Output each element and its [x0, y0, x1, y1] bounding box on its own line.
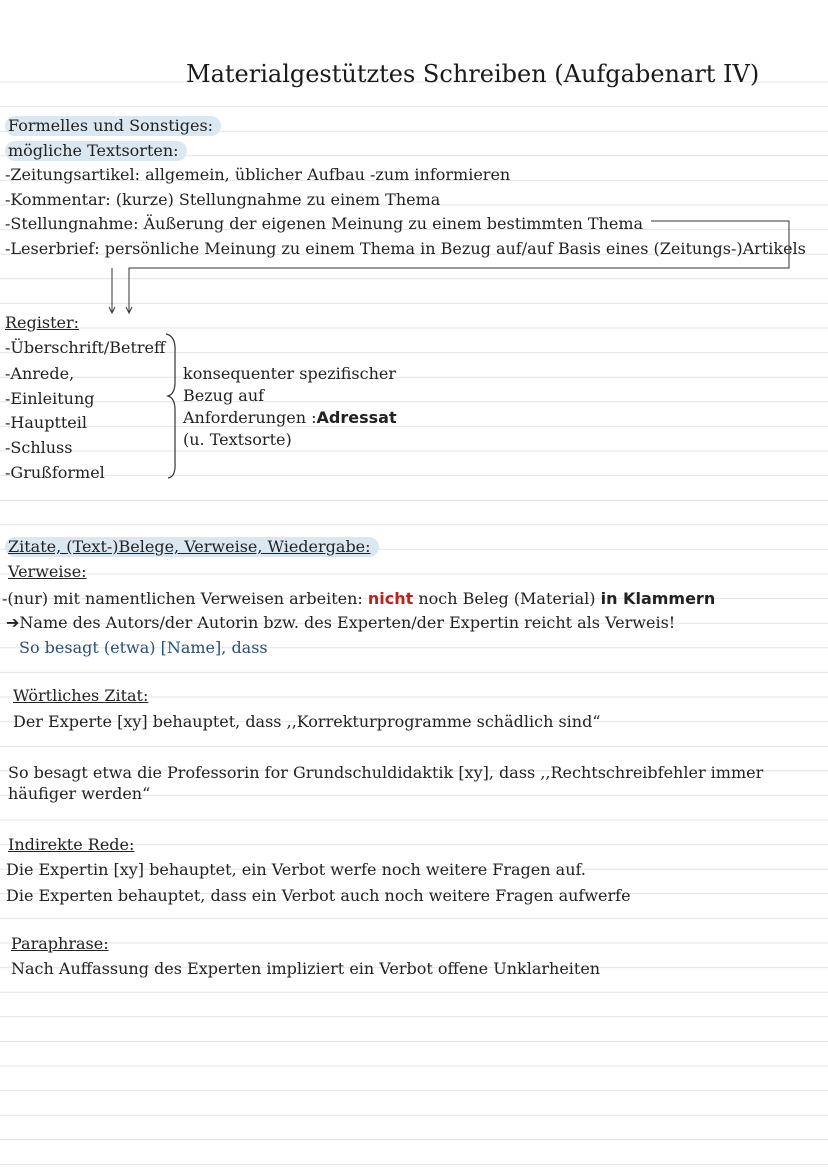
verweise-note-line — [6, 613, 675, 633]
register-note-line-4: (u. Textsorte) — [183, 430, 292, 449]
verweise-rule-text-a: -(nur) mit namentlichen Verweisen arbeiten: — [2, 589, 368, 608]
subheading-textsorten: mögliche Textsorten: — [5, 141, 187, 161]
register-item-hauptteil: -Hauptteil — [5, 413, 88, 432]
textsorte-stellungnahme: -Stellungnahme: Äußerung der eigenen Meinung zu einem bestimmten Thema — [5, 214, 644, 233]
verweise-rule-nicht: nicht — [367, 589, 414, 608]
woertliches-zitat-example-1: Der Experte [xy] behauptet, dass ,,Korrekturprogramme schädlich sind“ — [13, 712, 601, 731]
section-heading-zitate: Zitate, (Text-)Belege, Verweise, Wiedergabe: — [5, 537, 379, 557]
textsorte-zeitungsartikel: -Zeitungsartikel: allgemein, üblicher Aufbau -zum informieren — [5, 165, 511, 184]
register-item-schluss: -Schluss — [5, 438, 73, 457]
register-note-adressat: Adressat — [316, 408, 397, 427]
register-item-ueberschrift: -Überschrift/Betreff — [5, 338, 166, 357]
woertliches-zitat-example-2b: häufiger werden“ — [8, 784, 151, 803]
woertliches-zitat-example-2a: So besagt etwa die Professorin for Grundschuldidaktik [xy], dass ,,Rechtschreibfehler immer — [8, 763, 764, 782]
verweise-note-text: Name des Autors/der Autorin bzw. des Experten/der Expertin reicht als Verweis! — [19, 613, 676, 632]
indirekte-rede-example-2: Die Experten behauptet, dass ein Verbot auch noch weitere Fragen aufwerfe — [6, 886, 631, 905]
register-note-line-2: Bezug auf — [183, 386, 265, 405]
register-note-line-1: konsequenter spezifischer — [183, 364, 396, 383]
register-note-line-3 — [183, 408, 397, 428]
indirekte-rede-example-1: Die Expertin [xy] behauptet, ein Verbot werfe noch weitere Fragen auf. — [6, 860, 586, 879]
register-note-anforderungen: Anforderungen : — [183, 408, 317, 427]
textsorte-kommentar: -Kommentar: (kurze) Stellungnahme zu einem Thema — [5, 190, 441, 209]
verweise-rule-text-b: noch Beleg (Material) — [413, 589, 601, 608]
verweise-rule-line — [2, 589, 715, 609]
paraphrase-example: Nach Auffassung des Experten impliziert ein Verbot offene Unklarheiten — [11, 959, 601, 978]
section-heading-formelles: Formelles und Sonstiges: — [5, 116, 221, 136]
register-item-anrede: -Anrede, — [5, 364, 75, 383]
register-item-grussformel: -Grußformel — [5, 463, 105, 482]
page-title: Materialgestütztes Schreiben (Aufgabenart IV) — [186, 60, 760, 88]
register-heading: Register: — [5, 313, 80, 332]
verweise-heading: Verweise: — [8, 562, 87, 581]
right-arrow-icon: ➔ — [6, 613, 20, 632]
textsorte-leserbrief: -Leserbrief: persönliche Meinung zu einem Thema in Bezug auf/auf Basis eines (Zeitungs-)Artikels — [5, 239, 806, 258]
paraphrase-heading: Paraphrase: — [11, 934, 109, 953]
indirekte-rede-heading: Indirekte Rede: — [8, 835, 135, 854]
register-item-einleitung: -Einleitung — [5, 389, 95, 408]
verweise-rule-in-klammern: in Klammern — [600, 589, 716, 608]
woertliches-zitat-heading: Wörtliches Zitat: — [13, 686, 149, 705]
verweise-example: So besagt (etwa) [Name], dass — [19, 638, 268, 657]
